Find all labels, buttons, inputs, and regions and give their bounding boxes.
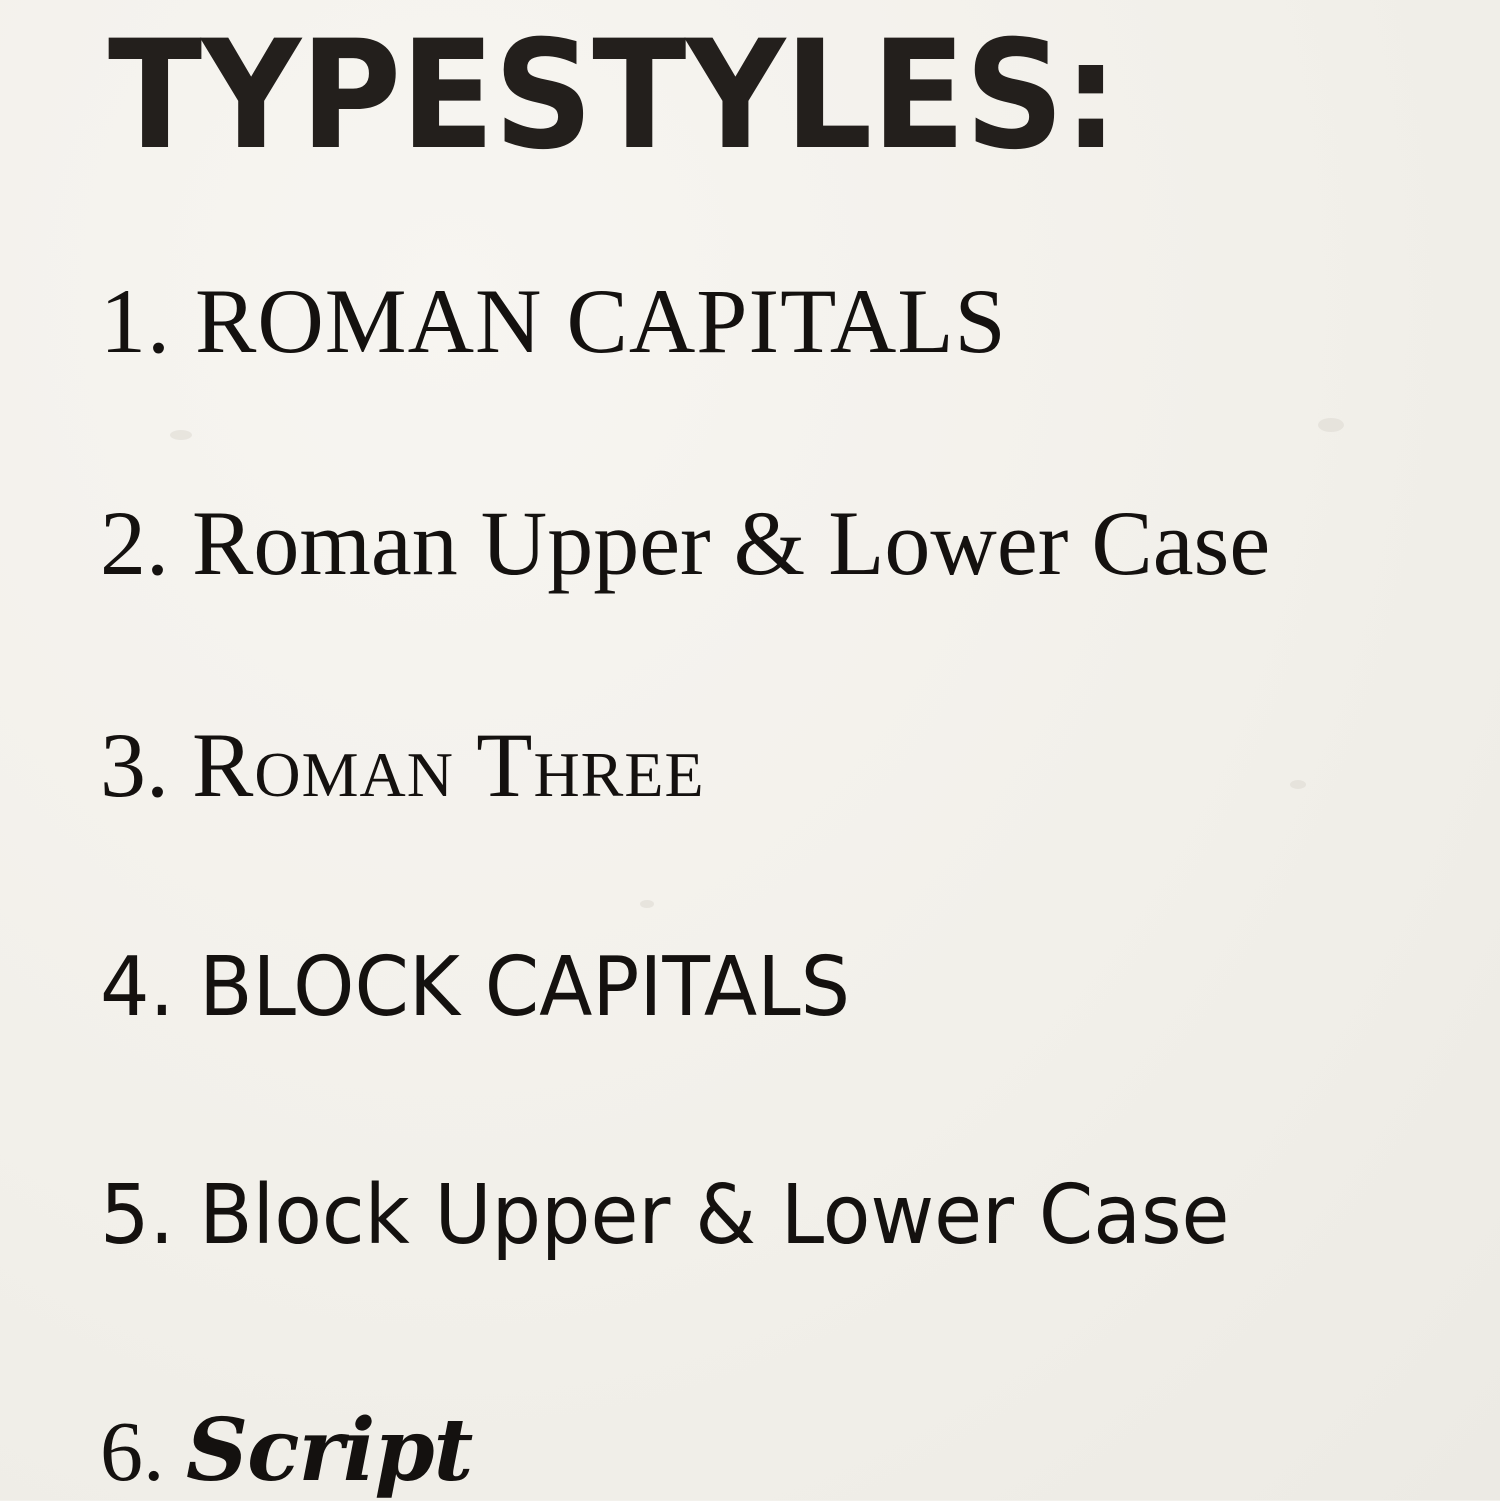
list-item-label: ROMAN CAPITALS [195,270,1007,372]
list-item [100,712,705,818]
list-item [100,1400,472,1501]
list-item-label: Block Upper & Lower Case [199,1168,1230,1263]
list-item [100,940,850,1035]
list-item-number: 3. [100,714,169,816]
list-item-number: 5. [100,1168,175,1263]
list-item-label: Script [186,1400,473,1501]
list-item-number: 2. [100,492,169,594]
page-title: TYPESTYLES: [108,9,1118,183]
list-item [100,268,1007,374]
list-item-number: 6. [100,1403,165,1499]
list-item-number: 4. [100,940,175,1035]
list-item-label: Roman Three [192,714,705,816]
list-item [100,490,1270,596]
list-item [100,1168,1229,1263]
list-item-number: 1. [100,270,171,372]
list-item-label: BLOCK CAPITALS [199,940,851,1035]
list-item-label: Roman Upper & Lower Case [192,492,1271,594]
